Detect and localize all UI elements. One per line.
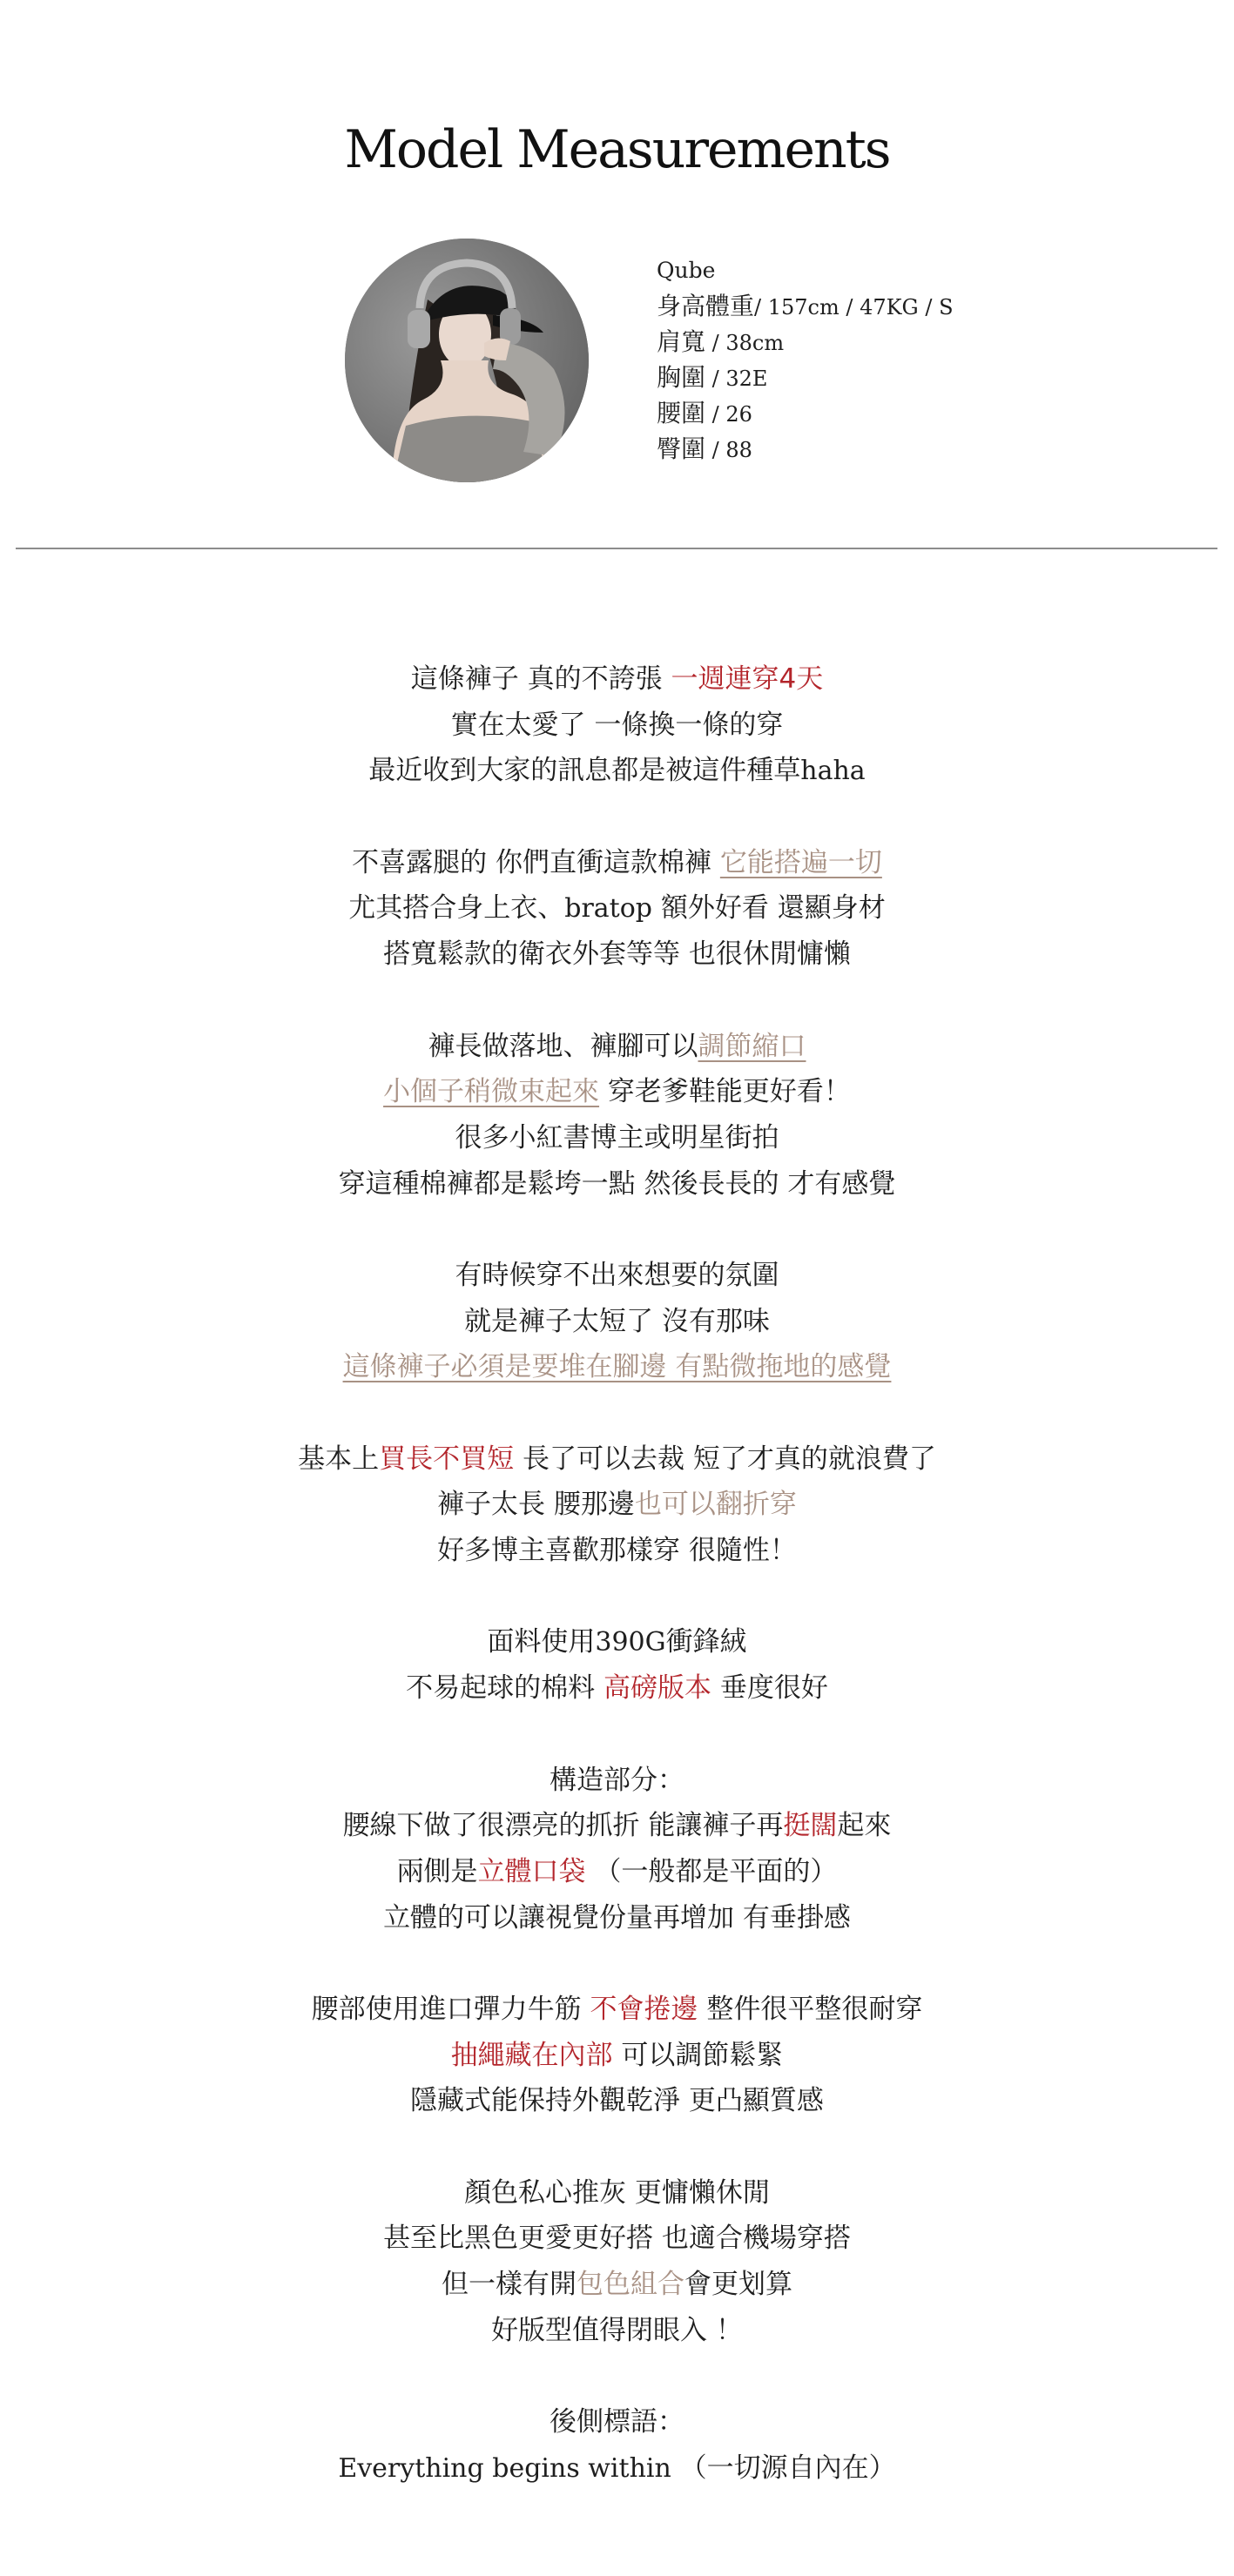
paragraph-gap xyxy=(0,1712,1234,1758)
section-divider xyxy=(16,548,1217,549)
highlight-red: 買長不買短 xyxy=(379,1443,515,1475)
highlight-underlined: 它能搭遍一切 xyxy=(719,846,882,878)
highlight-red: 不會捲邊 xyxy=(590,1993,698,2025)
highlight-red: 高磅版本 xyxy=(604,1672,711,1705)
text-line: 搭寬鬆款的衛衣外套等等 也很休閒慵懶 xyxy=(383,938,851,971)
text-segment: 390G xyxy=(595,1627,666,1658)
height-weight-label: 身高體重 xyxy=(657,292,755,320)
text-segment: 尤其搭合身上衣、 xyxy=(348,892,565,925)
hip-value: / 88 xyxy=(705,438,752,462)
text-line xyxy=(0,1803,1234,1849)
text-segment: 腰線下做了很漂亮的抓折 能讓褲子再 xyxy=(342,1810,784,1842)
bust-row xyxy=(657,360,1022,395)
text-segment: haha xyxy=(800,756,866,787)
highlight-red: 挺闊 xyxy=(783,1810,838,1842)
text-line xyxy=(0,2445,1234,2492)
text-line: 立體的可以讓視覺份量再增加 有垂掛感 xyxy=(383,1901,851,1934)
text-segment: 褲長做落地、褲腳可以 xyxy=(428,1030,698,1062)
text-line xyxy=(0,1436,1234,1483)
text-line xyxy=(0,1987,1234,2033)
text-segment: 可以調節鬆緊 xyxy=(612,2039,784,2071)
waist-row xyxy=(657,395,1022,431)
text-line xyxy=(0,885,1234,932)
text-segment: 額外好看 還顯身材 xyxy=(652,892,886,925)
text-line xyxy=(0,1665,1234,1712)
text-segment: 腰部使用進口彈力牛筋 xyxy=(311,1993,590,2025)
text-line xyxy=(0,1069,1234,1115)
shoulder-row xyxy=(657,324,1022,360)
text-segment: 面料使用 xyxy=(487,1626,596,1658)
text-segment: （一般都是平面的） xyxy=(585,1855,838,1887)
text-line: 甚至比黑色更愛更好搭 也適合機場穿搭 xyxy=(383,2223,851,2255)
product-description xyxy=(0,656,1234,2492)
highlight-tan: 包色組合 xyxy=(577,2269,684,2301)
back-slogan-chinese: （一切源自內在） xyxy=(671,2452,896,2484)
text-segment: 最近收到大家的訊息都是被這件種草 xyxy=(368,755,801,787)
text-segment: 起來 xyxy=(837,1810,892,1842)
text-line: 後側標語： xyxy=(550,2406,684,2438)
text-line: 實在太愛了 一條換一條的穿 xyxy=(450,709,784,741)
text-segment: 長了可以去裁 短了才真的就浪費了 xyxy=(514,1443,936,1475)
paragraph-gap xyxy=(0,1940,1234,1987)
text-line xyxy=(0,2262,1234,2308)
text-line xyxy=(0,748,1234,794)
waist-value: / 26 xyxy=(705,402,752,427)
text-line: 構造部分： xyxy=(550,1764,684,1796)
model-name: Qube xyxy=(657,258,716,283)
height-weight-value: / 157cm / 47KG / S xyxy=(754,295,954,319)
bust-label: 胸圍 xyxy=(657,363,706,392)
page-title: Model Measurements xyxy=(344,119,890,180)
text-line xyxy=(0,1482,1234,1528)
text-line: 隱藏式能保持外觀乾淨 更凸顯質感 xyxy=(410,2085,824,2117)
text-line xyxy=(0,840,1234,886)
text-segment: 垂度很好 xyxy=(711,1672,828,1705)
text-segment: 但一樣有開 xyxy=(442,2269,577,2301)
text-segment: 基本上 xyxy=(298,1443,380,1475)
text-segment: bratop xyxy=(564,893,653,925)
text-line xyxy=(0,2033,1234,2079)
text-segment: 褲子太長 腰那邊 xyxy=(437,1489,635,1521)
highlight-red: 立體口袋 xyxy=(477,1855,586,1887)
paragraph-gap xyxy=(0,1207,1234,1253)
shoulder-value: / 38cm xyxy=(705,331,785,355)
model-measurements xyxy=(657,252,1022,467)
shoulder-label: 肩寬 xyxy=(657,327,706,356)
text-line: 好多博主喜歡那樣穿 很隨性！ xyxy=(437,1535,797,1567)
text-line xyxy=(0,1024,1234,1070)
highlight-red: 抽繩藏在內部 xyxy=(450,2039,613,2071)
hip-label: 臀圍 xyxy=(657,434,706,463)
hip-row xyxy=(657,431,1022,467)
highlight-red: 一週連穿4天 xyxy=(671,663,824,695)
text-line: 穿這種棉褲都是鬆垮一點 然後長長的 才有感覺 xyxy=(338,1167,896,1200)
text-line xyxy=(0,1344,1234,1390)
bust-value: / 32E xyxy=(705,367,768,391)
paragraph-gap xyxy=(0,2353,1234,2399)
text-segment: 這條褲子 真的不誇張 xyxy=(410,663,671,695)
text-line: 好版型值得閉眼入 ！ xyxy=(491,2314,743,2346)
text-segment: 整件很平整很耐穿 xyxy=(698,1993,923,2025)
highlight-tan: 也可以翻折穿 xyxy=(634,1489,797,1521)
text-segment: 衝鋒絨 xyxy=(665,1626,747,1658)
height-weight-row xyxy=(657,288,1022,324)
text-line xyxy=(0,1619,1234,1665)
text-line xyxy=(0,656,1234,703)
text-segment: 不易起球的棉料 xyxy=(406,1672,604,1705)
model-photo-illustration xyxy=(345,239,589,482)
highlight-underlined: 調節縮口 xyxy=(698,1030,806,1062)
text-line: 顏色私心推灰 更慵懶休閒 xyxy=(464,2176,770,2209)
waist-label: 腰圍 xyxy=(657,399,706,427)
text-line xyxy=(0,1849,1234,1895)
text-segment: 兩側是 xyxy=(396,1855,478,1887)
text-line: 有時候穿不出來想要的氛圍 xyxy=(455,1259,779,1291)
text-segment: 會更划算 xyxy=(684,2269,792,2301)
text-line: 就是褲子太短了 沒有那味 xyxy=(464,1305,770,1337)
highlight-underlined: 這條褲子必須是要堆在腳邊 有點微拖地的感覺 xyxy=(342,1351,892,1383)
text-segment: 不喜露腿的 你們直衝這款棉褲 xyxy=(352,846,720,878)
paragraph-gap xyxy=(0,794,1234,840)
paragraph-gap xyxy=(0,1574,1234,1620)
paragraph-gap xyxy=(0,978,1234,1024)
highlight-underlined: 小個子稍微束起來 xyxy=(383,1076,600,1108)
paragraph-gap xyxy=(0,1390,1234,1436)
paragraph-gap xyxy=(0,2124,1234,2170)
back-slogan-english: Everything begins within xyxy=(338,2452,671,2484)
text-segment: 穿老爹鞋能更好看！ xyxy=(599,1076,851,1108)
text-line: 很多小紅書博主或明星街拍 xyxy=(455,1121,779,1153)
model-avatar xyxy=(345,239,589,482)
